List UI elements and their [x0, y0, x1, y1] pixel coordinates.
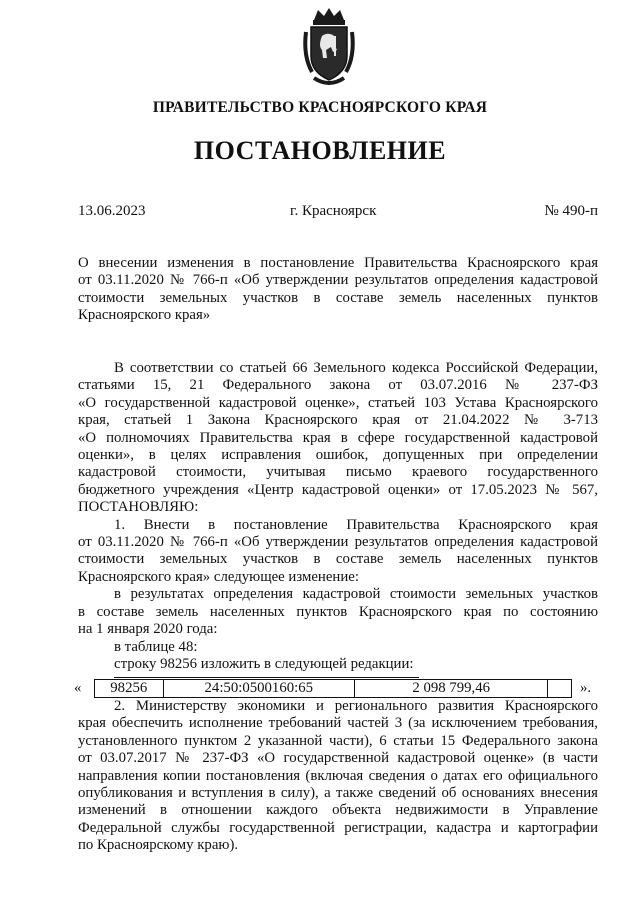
table-cell-row-number: 98256	[95, 680, 164, 698]
preamble-line: В соответствии со статьей 66 Земельного кодекса Российской Федерации,	[114, 360, 598, 376]
subject-line: Красноярского края»	[78, 307, 211, 324]
table-reference: в таблице 48:	[114, 638, 198, 655]
table-cell-empty	[548, 680, 572, 698]
quote-open: «	[74, 680, 82, 696]
coat-of-arms-icon	[300, 6, 358, 88]
preamble-line: «О государственной кадастровой оценке», статьей 103 Устава Красноярского	[78, 394, 598, 411]
item2-line: Федеральной службы государственной регистрации, кадастра и картографии	[78, 819, 598, 836]
cadastral-value-table	[94, 679, 572, 698]
divider-line	[114, 677, 419, 678]
subject-line: от 03.11.2020 № 766-п «Об утверждении результатов определения кадастровой	[78, 272, 598, 289]
preamble-line: бюджетного учреждения «Центр кадастровой оценки» от 17.05.2023 № 567,	[78, 481, 598, 498]
item2-line: края обеспечить исполнение требований частей 3 (за исключением требования,	[78, 715, 598, 732]
item1-detail-line: на 1 января 2020 года:	[78, 621, 218, 638]
item2-line: опубликования и вступления в силу), а также сведений об основаниях внесения	[78, 785, 598, 802]
document-city: г. Красноярск	[290, 203, 377, 219]
table-cell-cadastral-number: 24:50:0500160:65	[163, 680, 354, 698]
item1-line: от 03.11.2020 № 766-п «Об утверждении результатов определения кадастровой	[78, 534, 598, 551]
item2-line: установленного пунктом 2 указанной части), 6 статьи 15 Федерального закона	[78, 732, 598, 749]
document-body	[78, 360, 598, 673]
item1-line: стоимости земельных участков в составе земель населенных пунктов	[78, 551, 598, 568]
subject-line: стоимости земельных участков в составе земель населенных пунктов	[78, 289, 598, 306]
item2-line: направления копии постановления (включая сведения о датах его официального	[78, 767, 598, 784]
item2-line: 2. Министерству экономики и регионального развития Красноярского	[114, 698, 598, 714]
item1-line: 1. Внести в постановление Правительства Красноярского края	[114, 516, 598, 533]
organization-name: ПРАВИТЕЛЬСТВО КРАСНОЯРСКОГО КРАЯ	[152, 99, 488, 116]
preamble-line: «О полномочиях Правительства края в сфере государственной кадастровой	[78, 429, 598, 446]
item2-line: от 03.07.2017 № 237-ФЗ «О государственной кадастровой оценке» (в части	[78, 750, 598, 767]
document-type-title: ПОСТАНОВЛЕНИЕ	[193, 136, 447, 165]
item1-detail-line: в результатах определения кадастровой стоимости земельных участков	[114, 586, 598, 603]
item1-line: Красноярского края» следующее изменение:	[78, 568, 359, 585]
item2-paragraph	[78, 698, 598, 855]
preamble-line: кадастровой стоимости, учитывая письмо краевого государственного	[78, 464, 598, 481]
row-reference: строку 98256 изложить в следующей редакции:	[114, 655, 414, 672]
document-number: № 490-п	[544, 203, 598, 219]
document-date: 13.06.2023	[78, 203, 146, 219]
preamble-line: оценки», в целях исправления ошибок, допущенных при определении	[78, 447, 598, 464]
table-cell-cadastral-value: 2 098 799,46	[354, 680, 547, 698]
preamble-line: ПОСТАНОВЛЯЮ:	[78, 499, 199, 516]
subject-line: О внесении изменения в постановление Правительства Красноярского края	[78, 255, 598, 271]
preamble-line: статьями 15, 21 Федерального закона от 03.07.2016 № 237-ФЗ	[78, 377, 598, 394]
item1-detail-line: в составе земель населенных пунктов Красноярского края по состоянию	[78, 603, 598, 620]
table-row	[95, 680, 572, 698]
quote-close: ».	[580, 680, 592, 696]
item2-line: изменений в отношении каждого объекта недвижимости в Управление	[78, 802, 598, 819]
preamble-line: края, статьей 1 Закона Красноярского края от 21.04.2022 № 3-713	[78, 412, 598, 429]
document-subject	[78, 255, 598, 325]
item2-line: по Красноярскому краю).	[78, 837, 239, 854]
